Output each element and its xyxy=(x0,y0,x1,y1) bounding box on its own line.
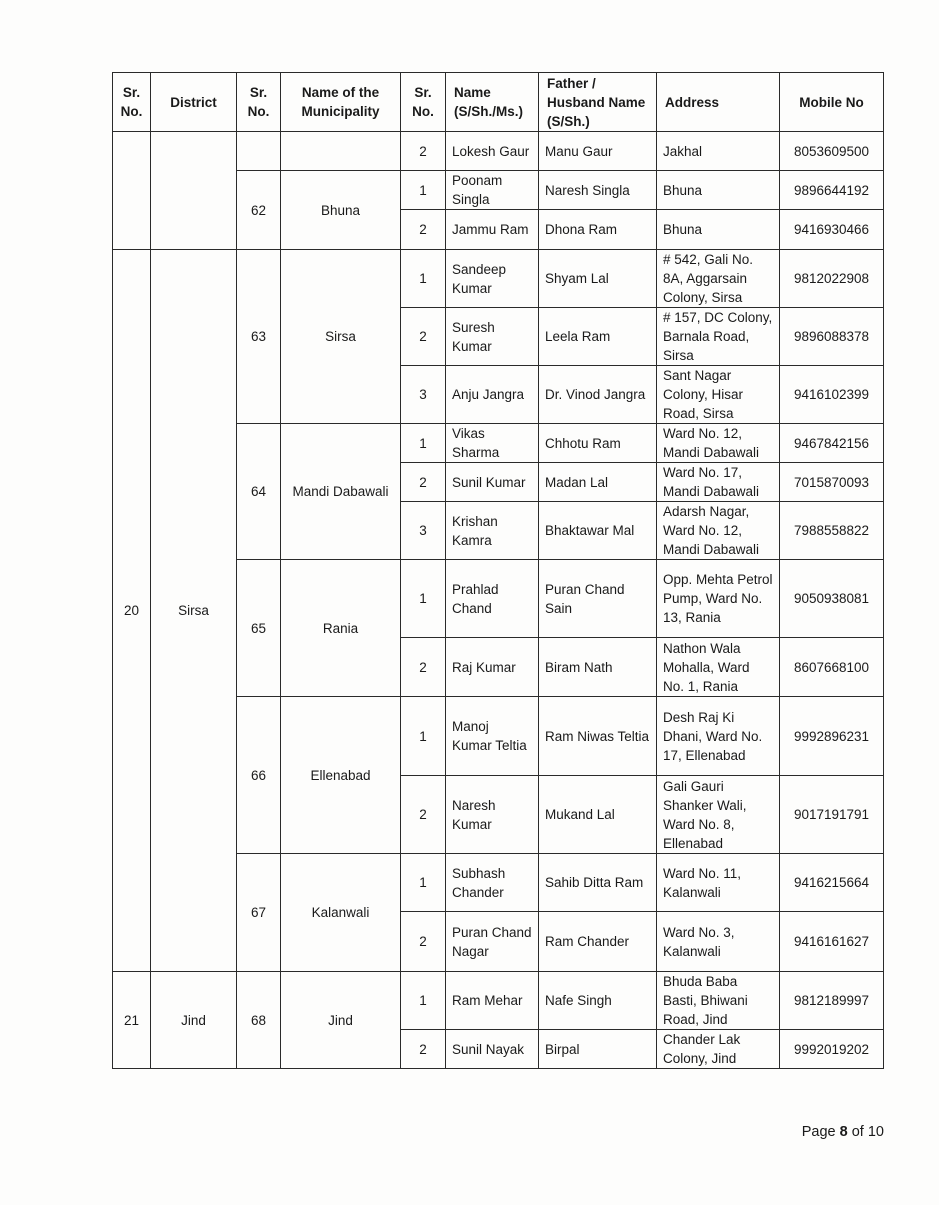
table-row xyxy=(113,132,884,171)
district-sr-no: 20 xyxy=(113,250,151,972)
member-name: Manoj Kumar Teltia xyxy=(446,697,539,776)
member-name: Naresh Kumar xyxy=(446,776,539,854)
page-total: 10 xyxy=(867,1124,884,1140)
member-address: Bhuda Baba Basti, Bhiwani Road, Jind xyxy=(657,972,780,1030)
member-address: Chander Lak Colony, Jind xyxy=(657,1030,780,1069)
table-row xyxy=(113,972,884,1030)
member-father-husband: Dr. Vinod Jangra xyxy=(539,366,657,424)
member-name: Ram Mehar xyxy=(446,972,539,1030)
page-current: 8 xyxy=(839,1124,848,1140)
member-sr-no: 3 xyxy=(401,502,446,560)
member-father-husband: Birpal xyxy=(539,1030,657,1069)
member-father-husband: Nafe Singh xyxy=(539,972,657,1030)
member-father-husband: Manu Gaur xyxy=(539,132,657,171)
member-address: Bhuna xyxy=(657,171,780,210)
municipality-sr-no: 68 xyxy=(237,972,281,1069)
col-member-sr-no: Sr. No. xyxy=(401,73,446,132)
member-sr-no: 1 xyxy=(401,854,446,912)
member-father-husband: Leela Ram xyxy=(539,308,657,366)
member-father-husband: Ram Chander xyxy=(539,912,657,972)
member-name: Krishan Kamra xyxy=(446,502,539,560)
district-sr-no: 21 xyxy=(113,972,151,1069)
col-address: Address xyxy=(657,73,780,132)
member-sr-no: 1 xyxy=(401,171,446,210)
municipality-name: Jind xyxy=(281,972,401,1069)
member-name: Lokesh Gaur xyxy=(446,132,539,171)
municipality-sr-no: 62 xyxy=(237,171,281,250)
member-father-husband: Dhona Ram xyxy=(539,210,657,250)
member-mobile: 7988558822 xyxy=(780,502,884,560)
member-mobile: 7015870093 xyxy=(780,463,884,502)
col-father-husband: Father / Husband Name (S/Sh.) xyxy=(539,73,657,132)
member-name: Sandeep Kumar xyxy=(446,250,539,308)
member-mobile: 9416215664 xyxy=(780,854,884,912)
col-name: Name (S/Sh./Ms.) xyxy=(446,73,539,132)
member-name: Poonam Singla xyxy=(446,171,539,210)
member-address: Adarsh Nagar, Ward No. 12, Mandi Dabawali xyxy=(657,502,780,560)
member-mobile: 9416161627 xyxy=(780,912,884,972)
table-row xyxy=(113,250,884,308)
member-sr-no: 2 xyxy=(401,1030,446,1069)
municipality-name: Ellenabad xyxy=(281,697,401,854)
member-sr-no: 3 xyxy=(401,366,446,424)
municipality-sr-no: 66 xyxy=(237,697,281,854)
member-address: Nathon Wala Mohalla, Ward No. 1, Rania xyxy=(657,638,780,697)
member-mobile: 9992896231 xyxy=(780,697,884,776)
page-number xyxy=(802,1124,884,1140)
district-name: Sirsa xyxy=(151,250,237,972)
municipality-sr-no: 67 xyxy=(237,854,281,972)
members-table xyxy=(112,72,884,1069)
member-name: Sunil Nayak xyxy=(446,1030,539,1069)
municipality-sr-no: 64 xyxy=(237,424,281,560)
member-sr-no: 2 xyxy=(401,638,446,697)
district-name: Jind xyxy=(151,972,237,1069)
member-sr-no: 1 xyxy=(401,424,446,463)
municipality-name: Kalanwali xyxy=(281,854,401,972)
member-sr-no: 2 xyxy=(401,308,446,366)
member-address: Bhuna xyxy=(657,210,780,250)
district-sr-no xyxy=(113,132,151,250)
member-address: Jakhal xyxy=(657,132,780,171)
member-name: Sunil Kumar xyxy=(446,463,539,502)
member-father-husband: Bhaktawar Mal xyxy=(539,502,657,560)
table-body xyxy=(113,132,884,1069)
member-sr-no: 2 xyxy=(401,463,446,502)
member-mobile: 9467842156 xyxy=(780,424,884,463)
member-mobile: 9416930466 xyxy=(780,210,884,250)
member-name: Anju Jangra xyxy=(446,366,539,424)
member-father-husband: Ram Niwas Teltia xyxy=(539,697,657,776)
col-mobile: Mobile No xyxy=(780,73,884,132)
municipality-name: Sirsa xyxy=(281,250,401,424)
member-mobile: 9050938081 xyxy=(780,560,884,638)
member-mobile: 9896088378 xyxy=(780,308,884,366)
member-sr-no: 1 xyxy=(401,560,446,638)
member-name: Subhash Chander xyxy=(446,854,539,912)
member-mobile: 8053609500 xyxy=(780,132,884,171)
member-mobile: 9017191791 xyxy=(780,776,884,854)
member-father-husband: Sahib Ditta Ram xyxy=(539,854,657,912)
member-mobile: 9812189997 xyxy=(780,972,884,1030)
member-sr-no: 1 xyxy=(401,250,446,308)
col-district: District xyxy=(151,73,237,132)
member-father-husband: Biram Nath xyxy=(539,638,657,697)
page-of: of xyxy=(851,1124,864,1140)
member-mobile: 9896644192 xyxy=(780,171,884,210)
municipality-sr-no: 65 xyxy=(237,560,281,697)
member-name: Raj Kumar xyxy=(446,638,539,697)
member-sr-no: 2 xyxy=(401,776,446,854)
member-name: Prahlad Chand xyxy=(446,560,539,638)
municipality-name xyxy=(281,132,401,171)
member-father-husband: Mukand Lal xyxy=(539,776,657,854)
district-name xyxy=(151,132,237,250)
member-father-husband: Madan Lal xyxy=(539,463,657,502)
col-municipality: Name of the Municipality xyxy=(281,73,401,132)
municipality-sr-no xyxy=(237,132,281,171)
member-address: Ward No. 12, Mandi Dabawali xyxy=(657,424,780,463)
member-mobile: 9812022908 xyxy=(780,250,884,308)
header-row xyxy=(113,73,884,132)
municipality-name: Rania xyxy=(281,560,401,697)
member-sr-no: 2 xyxy=(401,210,446,250)
member-address: Ward No. 3, Kalanwali xyxy=(657,912,780,972)
member-sr-no: 2 xyxy=(401,132,446,171)
member-address: # 542, Gali No. 8A, Aggarsain Colony, Sirsa xyxy=(657,250,780,308)
municipality-sr-no: 63 xyxy=(237,250,281,424)
member-name: Jammu Ram xyxy=(446,210,539,250)
member-mobile: 9416102399 xyxy=(780,366,884,424)
col-municipality-sr-no: Sr. No. xyxy=(237,73,281,132)
member-name: Suresh Kumar xyxy=(446,308,539,366)
member-sr-no: 1 xyxy=(401,972,446,1030)
member-address: Sant Nagar Colony, Hisar Road, Sirsa xyxy=(657,366,780,424)
member-father-husband: Naresh Singla xyxy=(539,171,657,210)
member-address: Opp. Mehta Petrol Pump, Ward No. 13, Rania xyxy=(657,560,780,638)
municipality-name: Bhuna xyxy=(281,171,401,250)
member-name: Puran Chand Nagar xyxy=(446,912,539,972)
member-father-husband: Shyam Lal xyxy=(539,250,657,308)
member-address: Ward No. 17, Mandi Dabawali xyxy=(657,463,780,502)
member-mobile: 9992019202 xyxy=(780,1030,884,1069)
col-sr-no: Sr. No. xyxy=(113,73,151,132)
member-address: Gali Gauri Shanker Wali, Ward No. 8, Ellenabad xyxy=(657,776,780,854)
member-sr-no: 2 xyxy=(401,912,446,972)
member-name: Vikas Sharma xyxy=(446,424,539,463)
member-father-husband: Chhotu Ram xyxy=(539,424,657,463)
member-address: # 157, DC Colony, Barnala Road, Sirsa xyxy=(657,308,780,366)
member-address: Ward No. 11, Kalanwali xyxy=(657,854,780,912)
member-sr-no: 1 xyxy=(401,697,446,776)
member-address: Desh Raj Ki Dhani, Ward No. 17, Ellenabad xyxy=(657,697,780,776)
municipality-name: Mandi Dabawali xyxy=(281,424,401,560)
member-father-husband: Puran Chand Sain xyxy=(539,560,657,638)
page-prefix: Page xyxy=(801,1124,836,1140)
member-mobile: 8607668100 xyxy=(780,638,884,697)
